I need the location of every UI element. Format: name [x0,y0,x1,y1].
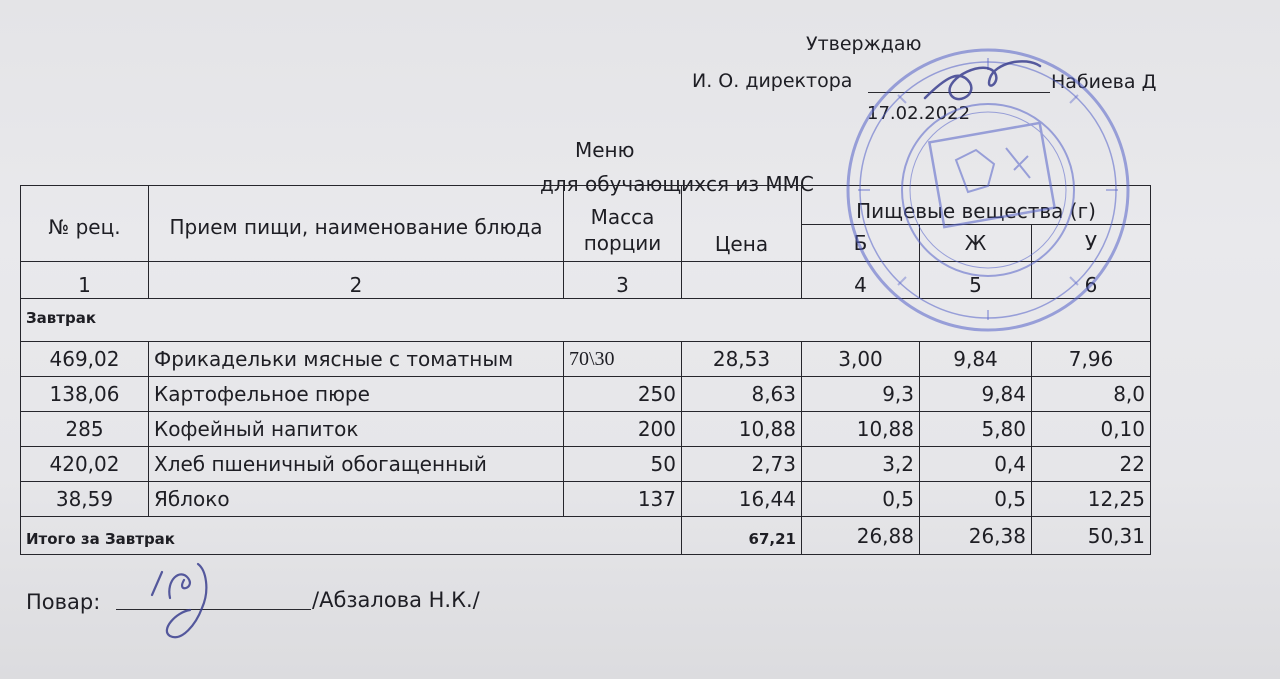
cell-protein: 3,00 [802,342,920,377]
total-label: Итого за Завтрак [21,517,682,555]
cell-protein: 9,3 [802,377,920,412]
column-number: 1 [21,262,149,299]
header-meal-name: Прием пищи, наименование блюда [149,186,564,262]
cell-mass: 70\30 [564,342,682,377]
table-row [21,482,1151,517]
column-number: 6 [1032,262,1151,299]
menu-subtitle: для обучающихся из ММС [540,172,814,196]
director-position: И. О. директора [692,70,853,92]
cell-rec: 469,02 [21,342,149,377]
cell-rec: 285 [21,412,149,447]
table-row [21,342,1151,377]
director-signature-icon [915,48,1055,118]
cook-signature-icon [140,550,240,650]
cell-fat: 5,80 [920,412,1032,447]
section-label: Завтрак [21,299,1151,342]
header-mass: Масса порции [564,186,682,262]
total-carbs: 50,31 [1032,517,1151,555]
header-carbs: У [1032,225,1151,262]
cell-carbs: 22 [1032,447,1151,482]
total-fat: 26,38 [920,517,1032,555]
cell-fat: 9,84 [920,342,1032,377]
cell-price: 16,44 [682,482,802,517]
total-row [21,517,1151,555]
column-number [682,262,802,299]
menu-title: Меню [575,138,635,162]
header-protein: Б [802,225,920,262]
cell-mass: 200 [564,412,682,447]
cell-rec: 420,02 [21,447,149,482]
director-name: Набиева Д [1051,71,1157,93]
table-row [21,377,1151,412]
cell-price: 28,53 [682,342,802,377]
column-number: 4 [802,262,920,299]
cell-carbs: 0,10 [1032,412,1151,447]
cell-protein: 3,2 [802,447,920,482]
cell-protein: 0,5 [802,482,920,517]
cell-price: 10,88 [682,412,802,447]
cell-mass: 250 [564,377,682,412]
column-number: 5 [920,262,1032,299]
table-row [21,412,1151,447]
cell-carbs: 7,96 [1032,342,1151,377]
header-nutrients: Пищевые вещества (г) [802,186,1151,225]
header-rec-no: № рец. [21,186,149,262]
cook-label: Повар: [26,590,101,614]
cell-mass: 137 [564,482,682,517]
total-protein: 26,88 [802,517,920,555]
cell-fat: 0,4 [920,447,1032,482]
cell-rec: 138,06 [21,377,149,412]
header-fat: Ж [920,225,1032,262]
cell-name: Картофельное пюре [149,377,564,412]
cell-price: 2,73 [682,447,802,482]
cell-fat: 0,5 [920,482,1032,517]
column-number: 2 [149,262,564,299]
cell-name: Хлеб пшеничный обогащенный [149,447,564,482]
cell-name: Яблоко [149,482,564,517]
cell-mass: 50 [564,447,682,482]
cell-carbs: 8,0 [1032,377,1151,412]
header-price: Цена [682,186,802,262]
cook-name: /Абзалова Н.К./ [312,588,480,612]
column-number: 3 [564,262,682,299]
cell-rec: 38,59 [21,482,149,517]
cell-name: Кофейный напиток [149,412,564,447]
cell-carbs: 12,25 [1032,482,1151,517]
cell-protein: 10,88 [802,412,920,447]
approval-label: Утверждаю [806,33,922,55]
approval-date: 17.02.2022 [867,103,971,124]
cell-price: 8,63 [682,377,802,412]
total-price: 67,21 [682,517,802,555]
cell-name: Фрикадельки мясные с томатным [149,342,564,377]
cell-fat: 9,84 [920,377,1032,412]
table-row [21,447,1151,482]
